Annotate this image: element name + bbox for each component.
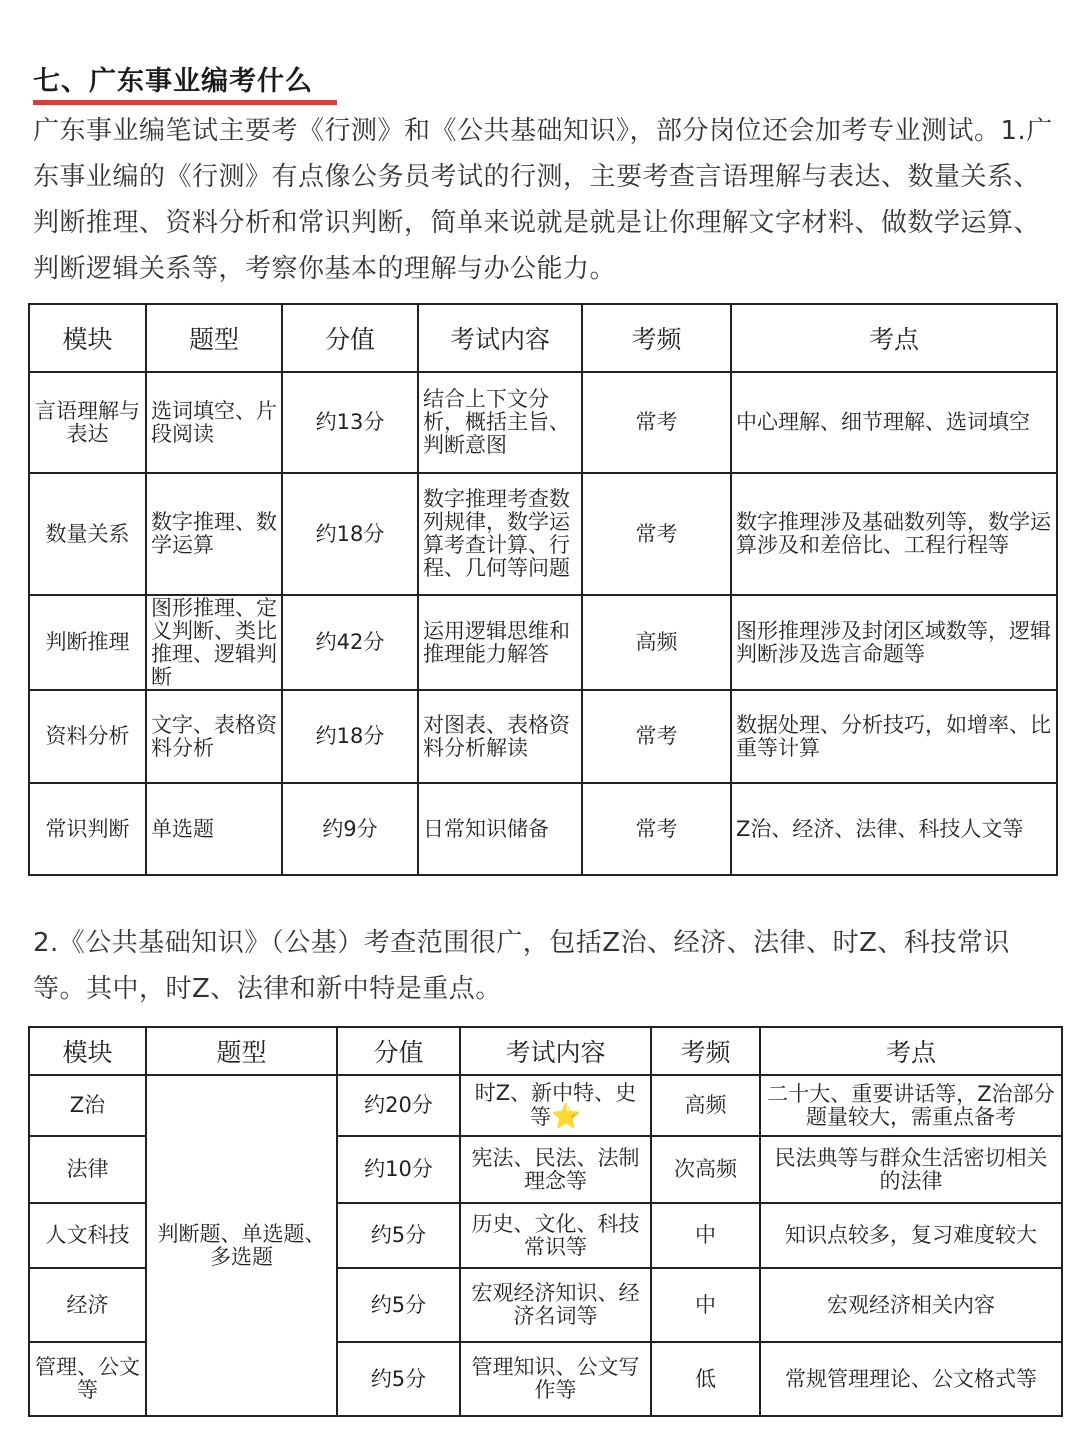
cell-score: 约13分 <box>282 372 418 473</box>
cell-score: 约10分 <box>337 1136 460 1203</box>
cell-frequency: 高频 <box>651 1075 760 1136</box>
cell-score: 约18分 <box>282 690 418 783</box>
cell-type: 数字推理、数学运算 <box>146 473 282 595</box>
cell-module: 管理、公文等 <box>29 1342 146 1416</box>
cell-content <box>460 1075 651 1136</box>
cell-module: 人文科技 <box>29 1203 146 1268</box>
gongji-paragraph: 2.《公共基础知识》（公基）考查范围很广，包括Z治、经济、法律、时Z、科技常识等。其中，时Z、法律和新中特是重点。 <box>33 928 1010 1004</box>
section-heading: 七、广东事业编考什么 <box>33 66 313 97</box>
intro-paragraph: 广东事业编笔试主要考《行测》和《公共基础知识》，部分岗位还会加考专业测试。1.广东事业编的《行测》有点像公务员考试的行测，主要考查言语理解与表达、数量关系、判断推理、资料分析和常识判断，简单来说就是就是让你理解文字材料、做数学运算、判断逻辑关系等，考察你基本的理解与办公能力。 <box>33 116 1053 284</box>
header-score: 分值 <box>282 304 418 372</box>
table-row <box>29 372 1057 473</box>
table-row <box>29 595 1057 690</box>
table-row <box>29 690 1057 783</box>
header-module: 模块 <box>29 304 146 372</box>
heading-underline <box>33 100 337 105</box>
cell-frequency: 中 <box>651 1268 760 1342</box>
cell-points: 图形推理涉及封闭区域数等，逻辑判断涉及选言命题等 <box>731 595 1057 690</box>
cell-points: 常规管理理论、公文格式等 <box>760 1342 1062 1416</box>
cell-frequency: 常考 <box>582 473 731 595</box>
cell-frequency: 低 <box>651 1342 760 1416</box>
header-type: 题型 <box>146 304 282 372</box>
cell-frequency: 常考 <box>582 783 731 875</box>
header-frequency: 考频 <box>651 1027 760 1075</box>
gongji-table <box>28 1026 1063 1417</box>
header-content: 考试内容 <box>460 1027 651 1075</box>
header-points: 考点 <box>731 304 1057 372</box>
cell-module: 经济 <box>29 1268 146 1342</box>
cell-score: 约9分 <box>282 783 418 875</box>
cell-type: 文字、表格资料分析 <box>146 690 282 783</box>
cell-module: Z治 <box>29 1075 146 1136</box>
xingce-table <box>28 303 1058 876</box>
cell-content: 对图表、表格资料分析解读 <box>418 690 582 783</box>
table-row <box>29 473 1057 595</box>
cell-content: 数字推理考查数列规律，数学运算考查计算、行程、几何等问题 <box>418 473 582 595</box>
cell-score: 约5分 <box>337 1342 460 1416</box>
cell-frequency: 中 <box>651 1203 760 1268</box>
table-row <box>29 1075 1062 1136</box>
table-header-row <box>29 1027 1062 1075</box>
table-row <box>29 783 1057 875</box>
cell-type: 选词填空、片段阅读 <box>146 372 282 473</box>
header-module: 模块 <box>29 1027 146 1075</box>
cell-points: 民法典等与群众生活密切相关的法律 <box>760 1136 1062 1203</box>
cell-shared-type: 判断题、单选题、多选题 <box>146 1075 337 1416</box>
header-content: 考试内容 <box>418 304 582 372</box>
cell-content: 宪法、民法、法制理念等 <box>460 1136 651 1203</box>
cell-score: 约5分 <box>337 1203 460 1268</box>
cell-content: 日常知识储备 <box>418 783 582 875</box>
cell-frequency: 常考 <box>582 690 731 783</box>
header-frequency: 考频 <box>582 304 731 372</box>
content-text: 时Z、新中特、史等 <box>474 1081 637 1129</box>
cell-content: 管理知识、公文写作等 <box>460 1342 651 1416</box>
cell-score: 约20分 <box>337 1075 460 1136</box>
cell-score: 约18分 <box>282 473 418 595</box>
cell-module: 法律 <box>29 1136 146 1203</box>
cell-points: 二十大、重要讲话等，Z治部分题量较大，需重点备考 <box>760 1075 1062 1136</box>
cell-content: 运用逻辑思维和推理能力解答 <box>418 595 582 690</box>
header-score: 分值 <box>337 1027 460 1075</box>
cell-module: 资料分析 <box>29 690 146 783</box>
table-header-row <box>29 304 1057 372</box>
cell-score: 约5分 <box>337 1268 460 1342</box>
cell-module: 数量关系 <box>29 473 146 595</box>
cell-points: 知识点较多，复习难度较大 <box>760 1203 1062 1268</box>
cell-score: 约42分 <box>282 595 418 690</box>
cell-module: 常识判断 <box>29 783 146 875</box>
cell-points: Z治、经济、法律、科技人文等 <box>731 783 1057 875</box>
cell-content: 结合上下文分析，概括主旨、判断意图 <box>418 372 582 473</box>
cell-points: 宏观经济相关内容 <box>760 1268 1062 1342</box>
cell-module: 言语理解与表达 <box>29 372 146 473</box>
cell-module: 判断推理 <box>29 595 146 690</box>
cell-type: 单选题 <box>146 783 282 875</box>
header-points: 考点 <box>760 1027 1062 1075</box>
cell-points: 数据处理、分析技巧，如增率、比重等计算 <box>731 690 1057 783</box>
cell-points: 中心理解、细节理解、选词填空 <box>731 372 1057 473</box>
cell-frequency: 高频 <box>582 595 731 690</box>
cell-frequency: 常考 <box>582 372 731 473</box>
header-type: 题型 <box>146 1027 337 1075</box>
cell-content: 宏观经济知识、经济名词等 <box>460 1268 651 1342</box>
cell-type: 图形推理、定义判断、类比推理、逻辑判断 <box>146 595 282 690</box>
cell-content: 历史、文化、科技常识等 <box>460 1203 651 1268</box>
star-icon: ⭐ <box>551 1102 581 1130</box>
cell-points: 数字推理涉及基础数列等，数学运算涉及和差倍比、工程行程等 <box>731 473 1057 595</box>
cell-frequency: 次高频 <box>651 1136 760 1203</box>
